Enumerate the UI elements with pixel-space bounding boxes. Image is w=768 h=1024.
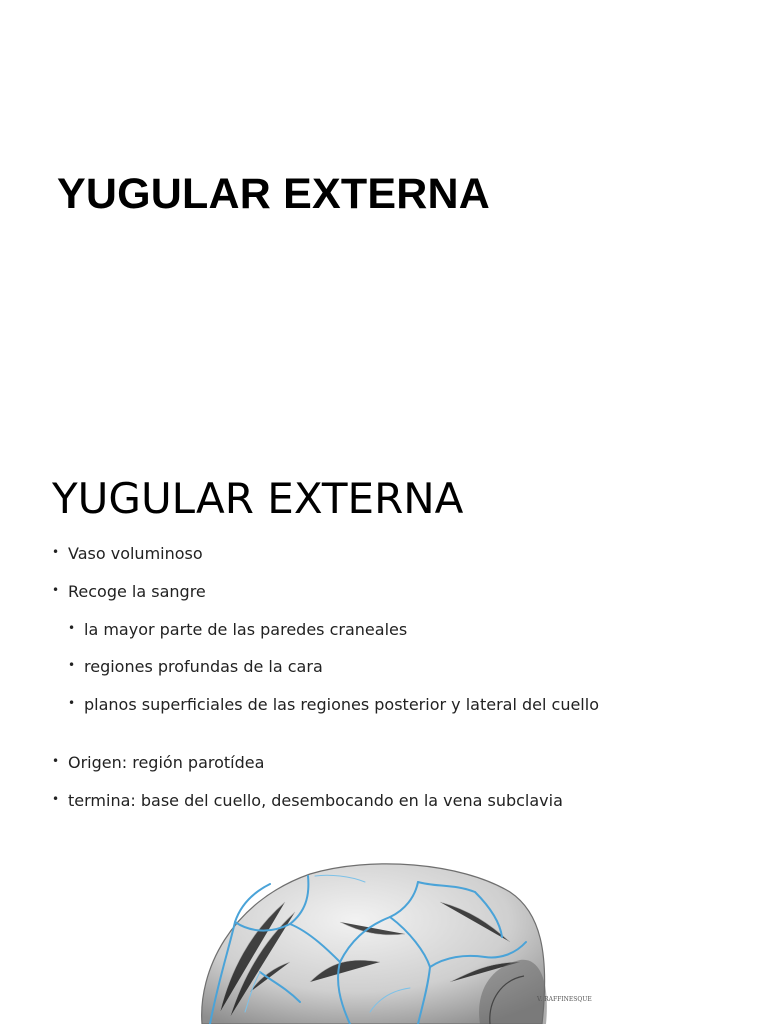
bullet-dot-icon: • — [68, 696, 76, 710]
list-item-text: termina: base del cuello, desembocando en la vena subclavia — [68, 791, 563, 810]
list-item-text: planos superficiales de las regiones posterior y lateral del cuello — [84, 695, 599, 714]
skull-veins-illustration — [190, 862, 590, 1024]
list-item-text: regiones profundas de la cara — [84, 657, 323, 676]
bullet-dot-icon: • — [52, 583, 60, 597]
bullet-dot-icon: • — [68, 658, 76, 672]
list-item-text: la mayor parte de las paredes craneales — [84, 620, 408, 639]
bullet-dot-icon: • — [68, 621, 76, 635]
illustration-credit: V. RAFFINESQUE — [537, 996, 592, 1003]
slide-1-title: YUGULAR EXTERNA — [57, 170, 491, 218]
bullet-dot-icon: • — [52, 792, 60, 806]
slide-2-title: YUGULAR EXTERNA — [52, 474, 464, 523]
bullet-dot-icon: • — [52, 754, 60, 768]
list-item-text: Origen: región parotídea — [68, 753, 265, 772]
bullet-dot-icon: • — [52, 545, 60, 559]
list-item-text: Recoge la sangre — [68, 582, 206, 601]
list-item-text: Vaso voluminoso — [68, 544, 203, 563]
